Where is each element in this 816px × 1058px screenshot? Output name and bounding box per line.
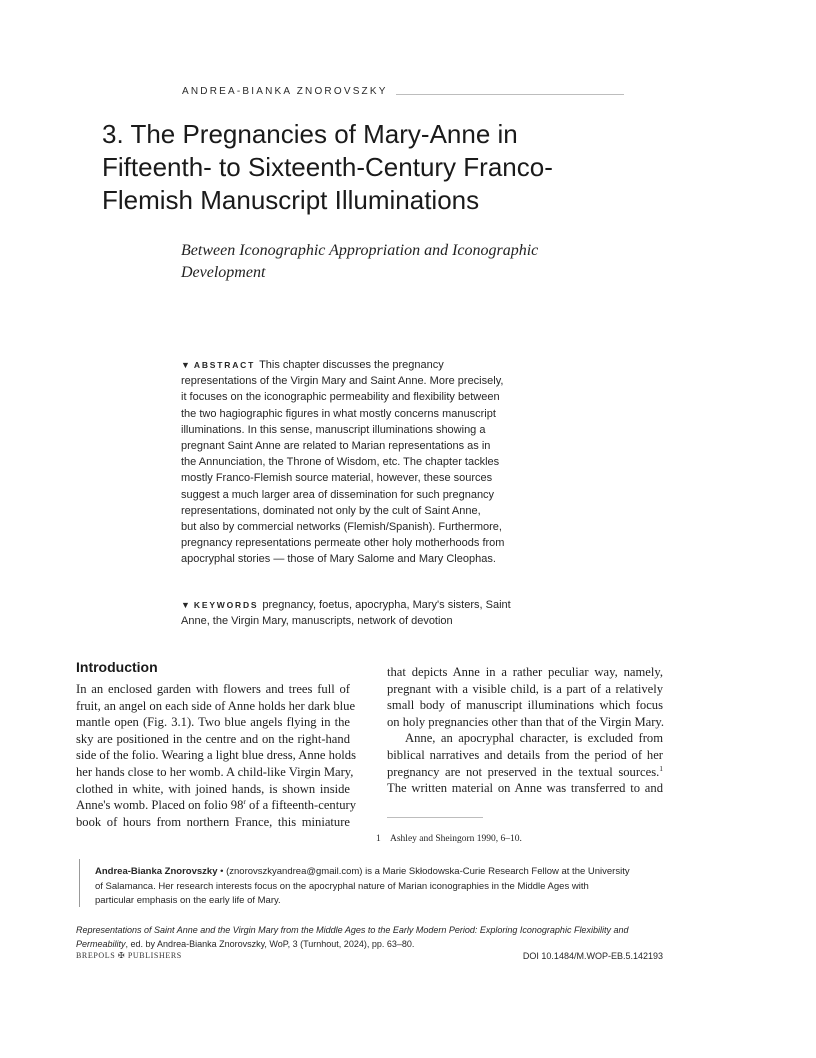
- abstract-line: it focuses on the iconographic permeability and flexibility between: [181, 391, 500, 404]
- abstract-text: This chapter discusses the pregnancy: [259, 359, 444, 371]
- citation-line: [76, 923, 666, 937]
- subtitle-line: Development: [181, 264, 266, 281]
- section-heading-introduction: Introduction: [76, 659, 158, 675]
- body-text: pregnancy are not preserved in the textual sources.: [387, 764, 660, 779]
- subtitle-line: Between Iconographic Appropriation and Iconographic: [181, 242, 539, 259]
- bio-author-name: Andrea-Bianka Znorovszky: [95, 866, 218, 877]
- body-line: sky are positioned in the centre and on the right-hand: [76, 731, 350, 746]
- author-bio: [95, 865, 655, 909]
- bio-line: [95, 865, 655, 880]
- abstract-line: the Annunciation, the Throne of Wisdom, etc. The chapter tackles: [181, 456, 500, 469]
- body-column-right: [387, 664, 663, 797]
- footnote-reference[interactable]: 1: [659, 763, 663, 773]
- body-line: pregnant with a visible child, is a part of a relatively: [387, 681, 663, 696]
- abstract-line: mostly Franco-Flemish source material, however, these sources: [181, 472, 493, 485]
- bio-text: (znorovszkyandrea@gmail.com) is a Marie Skłodowska-Curie Research Fellow at the University: [226, 866, 630, 877]
- triangle-marker-icon: ▼: [181, 360, 190, 370]
- abstract-block: [181, 357, 531, 568]
- abstract-line: but also by commercial networks (Flemish/Spanish). Furthermore,: [181, 521, 502, 534]
- keywords-block: [181, 597, 531, 629]
- chapter-title-line: Fifteenth- to Sixteenth-Century Franco-: [102, 152, 553, 182]
- keywords-line: Anne, the Virgin Mary, manuscripts, network of devotion: [181, 615, 453, 628]
- footnote-number: 1: [376, 834, 381, 844]
- citation-details: , ed. by Andrea-Bianka Znorovszky, WoP, 3 (Turnhout, 2024), pp. 63–80.: [125, 939, 415, 949]
- bio-line: particular emphasis on the early life of Mary.: [95, 895, 281, 906]
- body-text: Anne's womb. Placed on folio 98: [76, 798, 244, 813]
- body-line: mantle open (Fig. 3.1). Two blue angels flying in the: [76, 715, 350, 730]
- body-text: of a fifteenth-century: [245, 798, 357, 813]
- folio-superscript: r: [243, 796, 246, 806]
- keywords-text: pregnancy, foetus, apocrypha, Mary's sisters, Saint: [262, 599, 511, 611]
- body-line: her hands close to her womb. A child-like Virgin Mary,: [76, 764, 354, 779]
- footnote-text: Ashley and Sheingorn 1990, 6–10.: [390, 834, 522, 844]
- bio-line: of Salamanca. Her research interests focus on the apocryphal nature of Marian iconographies in the Middle Ages with: [95, 880, 589, 892]
- publisher-logo: BREPOLS ✠ PUBLISHERS: [76, 951, 182, 960]
- doi-link[interactable]: DOI 10.1484/M.WOP-EB.5.142193: [522, 951, 663, 961]
- body-line: that depicts Anne in a rather peculiar way, namely,: [387, 665, 663, 679]
- citation-title: Permeability: [76, 939, 126, 949]
- body-column-left: [76, 681, 357, 830]
- bio-separator: •: [220, 866, 224, 877]
- bio-rule: [79, 859, 80, 907]
- footnote: [376, 834, 522, 844]
- citation-line: [76, 937, 666, 951]
- abstract-line: pregnant Saint Anne are related to Marian representations as in: [181, 440, 491, 453]
- abstract-line: the two hagiographic figures in what mostly concerns manuscript: [181, 407, 496, 420]
- running-head-rule: [396, 94, 624, 95]
- body-line: on holy pregnancies other than that of the Virgin Mary.: [387, 714, 665, 729]
- footnote-rule: [387, 817, 483, 818]
- abstract-line: pregnancy representations permeate other holy motherhoods from: [181, 537, 505, 550]
- abstract-line: suggest a much larger area of dissemination for such pregnancy: [181, 488, 495, 501]
- chapter-title-line: 3. The Pregnancies of Mary-Anne in: [102, 119, 518, 149]
- running-head-author: ANDREA-BIANKA ZNOROVSZKY: [182, 86, 388, 97]
- body-line: fruit, an angel on each side of Anne holds her dark blue: [76, 698, 356, 713]
- abstract-line: representations of the Virgin Mary and Saint Anne. More precisely,: [181, 375, 504, 388]
- citation-title: Representations of Saint Anne and the Virgin Mary from the Middle Ages to the Early Modern Period: Exploring Iconographic Flexibility and: [76, 925, 629, 935]
- abstract-label: ABSTRACT: [193, 360, 256, 370]
- body-line: Anne, an apocryphal character, is excluded from: [405, 731, 663, 746]
- body-line: book of hours from northern France, this miniature: [76, 814, 350, 829]
- chapter-title: [102, 118, 572, 217]
- chapter-subtitle: [181, 240, 561, 284]
- body-line: The written material on Anne was transferred to and: [387, 781, 663, 796]
- body-line: In an enclosed garden with flowers and trees full of: [76, 682, 350, 696]
- body-line: small body of manuscript illuminations which focus: [387, 698, 663, 713]
- abstract-line: representations, dominated not only by the cult of Saint Anne,: [181, 504, 481, 517]
- keywords-label: KEYWORDS: [193, 600, 259, 610]
- body-line: [387, 764, 663, 781]
- abstract-line: illuminations. In this sense, manuscript illuminations showing a: [181, 423, 486, 436]
- book-citation: [76, 923, 666, 951]
- keywords-line: [181, 597, 531, 613]
- triangle-marker-icon: ▼: [181, 600, 190, 610]
- body-line: side of the folio. Wearing a light blue dress, Anne holds: [76, 748, 356, 763]
- abstract-line: apocryphal stories — those of Mary Salome and Mary Cleophas.: [181, 553, 496, 566]
- body-line: [76, 796, 357, 814]
- body-line: clothed in white, with joined hands, is shown inside: [76, 781, 350, 796]
- abstract-line: [181, 357, 531, 373]
- body-line: biblical narratives and details from the period of her: [387, 747, 663, 762]
- chapter-title-line: Flemish Manuscript Illuminations: [102, 185, 480, 215]
